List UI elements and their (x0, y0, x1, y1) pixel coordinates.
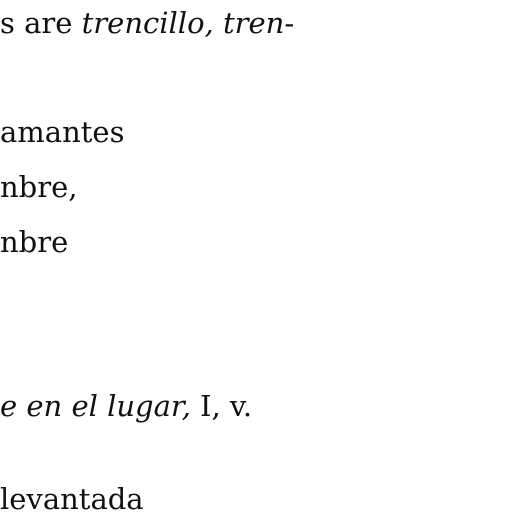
text-line-3-roman: nbre, (0, 170, 78, 204)
text-line-6 (0, 482, 144, 512)
text-line-1 (0, 6, 295, 40)
text-line-2-roman: amantes (0, 115, 125, 149)
text-line-5-italic: e en el lugar, (0, 389, 191, 423)
text-line-1-italic: trencillo, tren- (81, 6, 295, 40)
text-line-3 (0, 170, 78, 204)
text-line-1-roman: s are (0, 6, 82, 40)
text-line-4-roman: nbre (0, 225, 69, 259)
text-line-5 (0, 389, 253, 423)
text-line-4 (0, 225, 69, 259)
text-line-5-roman: I, v. (190, 389, 253, 423)
text-line-6-roman: levantada (0, 482, 144, 512)
text-line-2 (0, 115, 125, 149)
